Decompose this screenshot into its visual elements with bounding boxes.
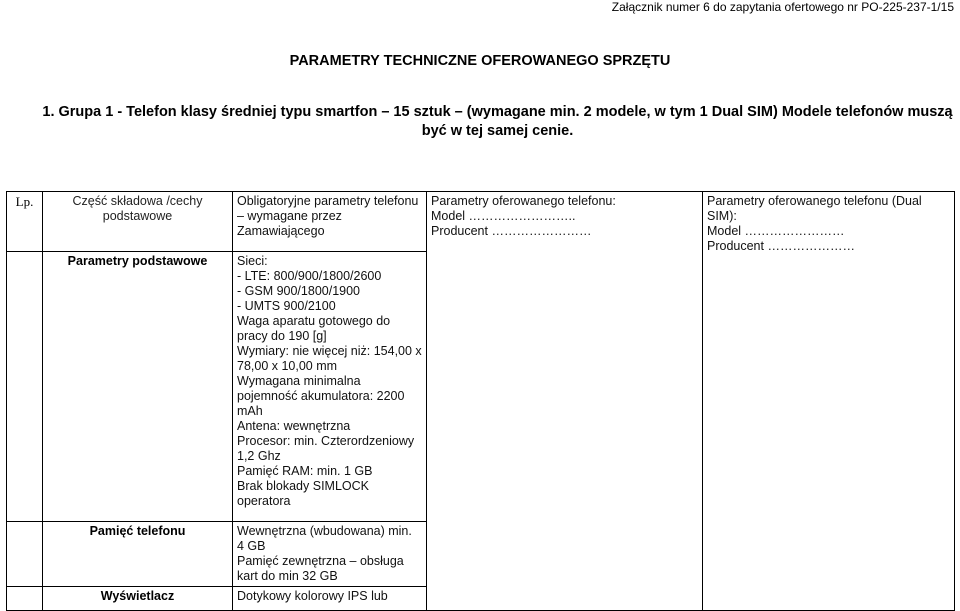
group-heading: 1. Grupa 1 - Telefon klasy średniej typu smartfon – 15 sztuk – (wymagane min. 2 modele, w tym 1 Dual SIM) Modele telefonów muszą być w tej samej cenie. — [42, 104, 953, 139]
requirement-line: Wymiary: nie więcej niż: 154,00 x 78,00 x 10,00 mm — [237, 344, 422, 373]
offered-dual-producer: Producent ………………… — [707, 239, 855, 253]
requirement-line: - LTE: 800/900/1800/2600 — [237, 269, 382, 283]
row-name-phone-memory: Pamięć telefonu — [43, 522, 233, 587]
offered-dual-model: Model …………………… — [707, 224, 845, 238]
requirement-line: Brak blokady SIMLOCK operatora — [237, 479, 369, 508]
requirements-display — [233, 587, 427, 611]
annex-reference: Załącznik numer 6 do zapytania ofertowego nr PO-225-237-1/15 — [611, 0, 954, 14]
requirement-line: Waga aparatu gotowego do pracy do 190 [g] — [237, 314, 391, 343]
offered-phone-model: Model …………………….. — [431, 209, 576, 223]
offered-dual-sim-cell — [703, 192, 955, 611]
header-required: Obligatoryjne parametry telefonu – wymagane przez Zamawiającego — [233, 192, 427, 252]
offered-phone-cell — [427, 192, 703, 611]
requirement-line: - UMTS 900/2100 — [237, 299, 336, 313]
requirement-line: Pamięć RAM: min. 1 GB — [237, 464, 373, 478]
header-lp: Lp. — [7, 192, 43, 252]
document-title: PARAMETRY TECHNICZNE OFEROWANEGO SPRZĘTU — [289, 53, 671, 69]
requirements-basic — [233, 252, 427, 522]
offered-dual-heading: Parametry oferowanego telefonu (Dual SIM): — [707, 194, 922, 223]
requirement-line: - GSM 900/1800/1900 — [237, 284, 360, 298]
spec-table — [6, 191, 955, 611]
row-name-basic-parameters: Parametry podstawowe — [43, 252, 233, 522]
requirement-line: Antena: wewnętrzna — [237, 419, 351, 433]
requirement-line: Sieci: — [237, 254, 268, 268]
requirement-line: Wymagana minimalna pojemność akumulatora: 2200 mAh — [237, 374, 405, 418]
row-name-display: Wyświetlacz — [43, 587, 233, 611]
offered-phone-heading: Parametry oferowanego telefonu: — [431, 194, 616, 208]
requirement-line: Procesor: min. Czterordzeniowy 1,2 Ghz — [237, 434, 415, 463]
header-component: Część składowa /cechy podstawowe — [43, 192, 233, 252]
table-header-row — [7, 192, 955, 252]
offered-phone-producer: Producent …………………… — [431, 224, 592, 238]
requirement-line: Dotykowy kolorowy IPS lub — [237, 589, 388, 603]
requirement-line: Wewnętrzna (wbudowana) min. 4 GB — [237, 524, 412, 553]
requirements-memory — [233, 522, 427, 587]
requirement-line: Pamięć zewnętrzna – obsługa kart do min 32 GB — [237, 554, 404, 583]
